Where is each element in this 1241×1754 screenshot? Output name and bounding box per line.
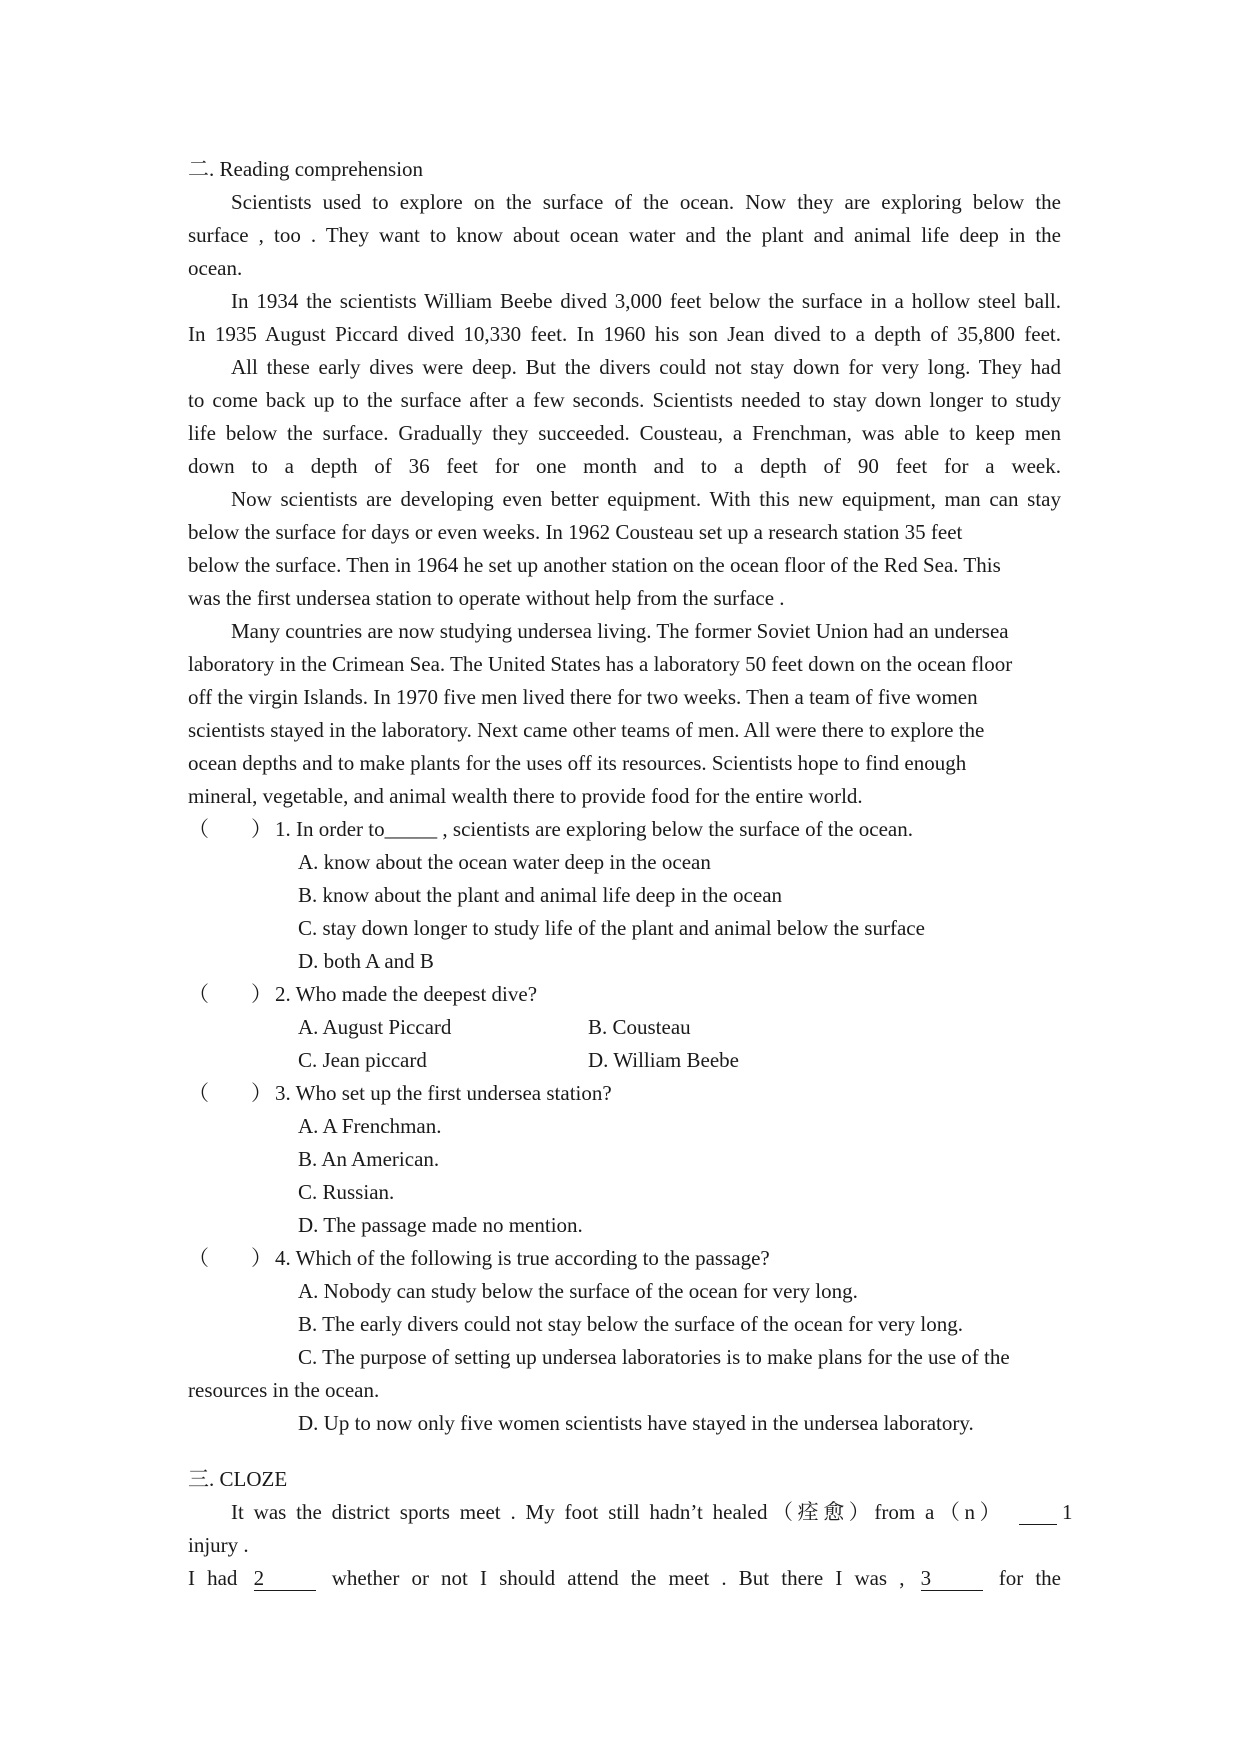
cloze-blank-2[interactable]: 2 [254,1566,316,1591]
passage-line: Now scientists are developing even better equipment. With this new equipment, man can stay [231,487,1061,511]
option-b: B. The early divers could not stay below the surface of the ocean for very long. [298,1312,963,1336]
passage-line: scientists stayed in the laboratory. Next came other teams of men. All were there to explore the [188,718,985,742]
question-stem [188,1242,1061,1275]
option-a: A. August Piccard [298,1015,452,1039]
answer-bracket[interactable]: （ ） [188,817,272,841]
option-c: C. Jean piccard [298,1048,427,1072]
passage-line: Scientists used to explore on the surface of the ocean. Now they are exploring below the [231,190,1061,214]
answer-bracket[interactable]: （ ） [188,1246,272,1270]
option-d: D. William Beebe [588,1048,739,1072]
option-d: D. The passage made no mention. [298,1213,583,1237]
passage-line: off the virgin Islands. In 1970 five men lived there for two weeks. Then a team of five women [188,685,978,709]
option-c: C. The purpose of setting up undersea laboratories is to make plans for the use of the [298,1345,1010,1369]
option-b: B. An American. [298,1147,440,1171]
passage-line: ocean. [188,256,243,280]
passage-line: down to a depth of 36 feet for one month and to a depth of 90 feet for a week. [188,454,1061,478]
cloze-blank-3[interactable]: 3 [921,1566,983,1591]
section-spacer [188,1440,1061,1462]
option-c-continued: resources in the ocean. [188,1378,380,1402]
options-row [188,1011,1061,1044]
passage-line: below the surface. Then in 1964 he set up another station on the ocean floor of the Red Sea. This [188,553,1001,577]
question-text: 1. In order to [275,817,385,841]
cloze-line-1 [188,1496,1073,1529]
passage-line: In 1934 the scientists William Beebe dived 3,000 feet below the surface in a hollow steel ball. [231,289,1061,313]
passage-line: mineral, vegetable, and animal wealth there to provide food for the entire world. [188,784,863,808]
question-text: , scientists are exploring below the surface of the ocean. [437,817,913,841]
passage-line: In 1935 August Piccard dived 10,330 feet. In 1960 his son Jean dived to a depth of 35,800 feet. [188,322,1061,346]
cloze-blank-1[interactable]: 1 [1019,1500,1057,1525]
question-text: 4. Which of the following is true according to the passage? [275,1246,770,1270]
passage-paragraph-4 [188,483,1061,615]
question-4 [188,1242,1061,1440]
answer-bracket[interactable]: （ ） [188,1081,272,1105]
options-row [188,1044,1061,1077]
passage-line: Many countries are now studying undersea living. The former Soviet Union had an undersea [231,619,1009,643]
passage-paragraph-3 [188,351,1061,483]
cloze-line-3 [188,1562,1061,1595]
section-2-heading: 二. Reading comprehension [188,157,424,181]
passage-line: to come back up to the surface after a few seconds. Scientists needed to stay down longer to study [188,388,1061,412]
passage-line: ocean depths and to make plants for the uses off its resources. Scientists hope to find enough [188,751,967,775]
option-b: B. Cousteau [588,1015,691,1039]
question-text: 2. Who made the deepest dive? [275,982,538,1006]
passage-line: was the first undersea station to operate without help from the surface . [188,586,785,610]
passage-line: life below the surface. Gradually they succeeded. Cousteau, a Frenchman, was able to keep men [188,421,1061,445]
question-stem [188,978,1061,1011]
passage-paragraph-5 [188,615,1061,813]
option-a: A. A Frenchman. [298,1114,442,1138]
question-3 [188,1077,1061,1242]
passage-line: surface , too . They want to know about ocean water and the plant and animal life deep in the [188,223,1061,247]
option-c: C. Russian. [298,1180,395,1204]
cloze-text: It was the district sports meet . My foot still hadn’t healed（痊愈）from a（n） [231,1500,1006,1524]
cloze-text: for the [998,1566,1061,1590]
cloze-text: whether or not I should attend the meet . But there I was , [331,1566,905,1590]
passage-line: below the surface for days or even weeks. In 1962 Cousteau set up a research station 35 feet [188,520,963,544]
option-d: D. Up to now only five women scientists have stayed in the undersea laboratory. [298,1411,974,1435]
passage-line: All these early dives were deep. But the divers could not stay down for very long. They had [231,355,1061,379]
passage-line: laboratory in the Crimean Sea. The United States has a laboratory 50 feet down on the ocean floor [188,652,1013,676]
option-b: B. know about the plant and animal life deep in the ocean [298,883,783,907]
section-3-heading: 三. CLOZE [188,1467,288,1491]
option-a: A. know about the ocean water deep in the ocean [298,850,711,874]
passage-paragraph-1 [188,186,1061,285]
option-d: D. both A and B [298,949,434,973]
cloze-text: injury . [188,1533,249,1557]
question-blank: _____ [384,817,438,841]
question-stem [188,1077,1061,1110]
question-text: 3. Who set up the first undersea station? [275,1081,612,1105]
passage-paragraph-2 [188,285,1061,351]
question-2 [188,978,1061,1077]
option-a: A. Nobody can study below the surface of the ocean for very long. [298,1279,858,1303]
question-stem [188,813,1061,846]
answer-bracket[interactable]: （ ） [188,982,272,1006]
option-c: C. stay down longer to study life of the plant and animal below the surface [298,916,925,940]
question-1 [188,813,1061,978]
cloze-text: I had [188,1566,238,1590]
